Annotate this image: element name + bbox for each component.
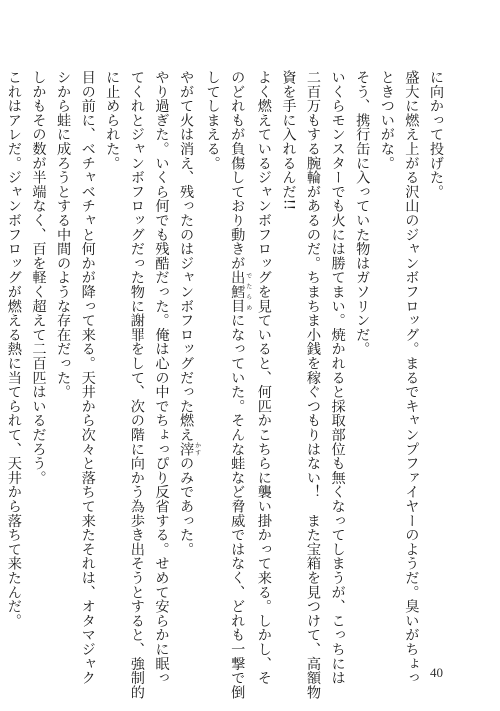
text-line: 二百万もする腕輪があるのだ。ちまちま小銭を稼ぐつもりはない！ また宝箱を見つけて、高額物: [305, 70, 322, 700]
furigana: 滓 かす: [178, 441, 201, 457]
text-line: しかもその数が半端なく、百を軽く超えて二百匹はいるだろう。: [30, 70, 47, 485]
text-line: に向かって投げた。: [428, 70, 444, 199]
text-line: に止められた。: [104, 70, 121, 171]
text-line: いくらモンスターでも火には勝てまい。焼かれると採取部位も無くなってしまうが、こっちには: [329, 70, 346, 685]
text-line: やり過ぎた。いくら何でも残酷だった。俺は心の中でちょっぴり反省する。せめて安らかに眠っ: [153, 70, 170, 685]
text-line: ときついがな。: [378, 70, 395, 171]
text-line: してしまえる。: [204, 70, 221, 171]
text-line: てくれとジャンボフロッグだった物に謝罪をして、次の階に向かう為歩き出そうとすると、強制的: [128, 70, 145, 700]
page-number: 40: [430, 665, 443, 680]
text-line: シから蛙に成ろうとする中間のような存在だった。: [55, 70, 72, 399]
text-line-with-ruby: のどれもが負傷しており動きが出鱈目 でたらめになっていた。そんな蛙など脅威ではなく、どれも一撃で倒: [229, 70, 252, 700]
text-line: 目の前に、ベチャベチャと何かが降って来る。天井から次々と落ちて来たそれは、オタマジャク: [79, 70, 96, 685]
text-line: そう、携行缶に入っていた物はガソリンだ。: [354, 70, 371, 356]
text-line: これはアレだ。ジャンボフロッグが燃える熱に当てられて、天井から落ちて来たんだ。: [5, 70, 22, 628]
text-line: よく燃えているジャンボフロッグを見ていると、何匹かこちらに襲い掛かって来る。しかし、そ: [255, 70, 272, 685]
text-line: 盛大に燃え上がる沢山のジャンボフロッグ。まるでキャンプファイヤーのようだ。臭いがちょっ: [403, 70, 420, 685]
furigana: 出鱈目 でたらめ: [229, 270, 252, 314]
text-line-with-ruby: やがて火は消え、残ったのはジャンボフロッグだった燃え滓 かすのみであった。: [178, 70, 201, 557]
text-line: 資を手に入れるんだ!!: [280, 70, 297, 211]
